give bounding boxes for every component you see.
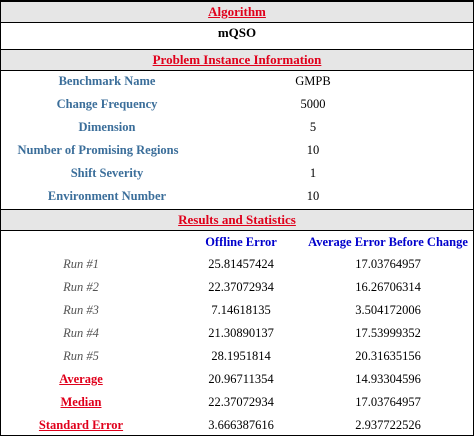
problem-value: 5 bbox=[309, 120, 317, 134]
stat-row-median bbox=[1, 395, 473, 417]
problem-row bbox=[1, 189, 473, 211]
problem-label: Shift Severity bbox=[70, 166, 144, 180]
offline-error-value: 21.30890137 bbox=[208, 326, 274, 340]
offline-error-value: 3.666387616 bbox=[208, 418, 274, 432]
problem-value: 10 bbox=[306, 143, 320, 157]
problem-value: 1 bbox=[309, 166, 317, 180]
avg-error-value: 16.26706314 bbox=[355, 280, 421, 294]
run-label: Run #5 bbox=[63, 349, 99, 363]
run-row bbox=[1, 257, 473, 279]
run-row bbox=[1, 280, 473, 302]
problem-row bbox=[1, 74, 473, 96]
offline-error-value: 7.14618135 bbox=[211, 303, 271, 317]
problem-header-label: Problem Instance Information bbox=[152, 52, 322, 67]
run-label: Run #3 bbox=[63, 303, 99, 317]
results-header-label: Results and Statistics bbox=[178, 212, 296, 227]
problem-value: GMPB bbox=[295, 74, 331, 88]
offline-error-value: 20.96711354 bbox=[208, 372, 274, 386]
problem-value: 5000 bbox=[300, 97, 326, 111]
problem-label: Change Frequency bbox=[56, 97, 158, 111]
algorithm-header bbox=[1, 1, 473, 23]
run-label: Run #1 bbox=[63, 257, 99, 271]
avg-error-value: 14.93304596 bbox=[355, 372, 421, 386]
run-label: Run #4 bbox=[63, 326, 99, 340]
problem-label: Environment Number bbox=[47, 189, 167, 203]
problem-row bbox=[1, 143, 473, 165]
median-label: Median bbox=[60, 395, 102, 409]
standard-error-label: Standard Error bbox=[38, 418, 124, 432]
offline-error-value: 22.37072934 bbox=[208, 395, 274, 409]
results-column-headers bbox=[1, 235, 473, 257]
avg-error-value: 17.03764957 bbox=[355, 395, 421, 409]
problem-label: Dimension bbox=[78, 120, 136, 134]
offline-error-value: 28.1951814 bbox=[211, 349, 271, 363]
offline-error-header: Offline Error bbox=[205, 235, 277, 249]
run-row bbox=[1, 349, 473, 371]
avg-error-value: 17.03764957 bbox=[355, 257, 421, 271]
average-label: Average bbox=[59, 372, 103, 386]
algorithm-name: mQSO bbox=[217, 25, 257, 40]
offline-error-value: 22.37072934 bbox=[208, 280, 274, 294]
problem-header bbox=[1, 49, 473, 71]
problem-label: Benchmark Name bbox=[58, 74, 156, 88]
problem-row bbox=[1, 97, 473, 119]
run-row bbox=[1, 303, 473, 325]
offline-error-value: 25.81457424 bbox=[208, 257, 274, 271]
problem-row bbox=[1, 120, 473, 142]
avg-error-value: 17.53999352 bbox=[355, 326, 421, 340]
avg-error-value: 3.504172006 bbox=[355, 303, 421, 317]
problem-label: Number of Promising Regions bbox=[17, 143, 179, 157]
avg-error-value: 20.31635156 bbox=[355, 349, 421, 363]
avg-error-header: Average Error Before Change bbox=[308, 235, 468, 249]
results-header bbox=[1, 209, 473, 231]
avg-error-value: 2.937722526 bbox=[355, 418, 421, 432]
run-row bbox=[1, 326, 473, 348]
problem-value: 10 bbox=[306, 189, 320, 203]
stat-row-average bbox=[1, 372, 473, 394]
algorithm-header-label: Algorithm bbox=[208, 4, 266, 19]
problem-row bbox=[1, 166, 473, 188]
stat-row-standard-error bbox=[1, 418, 473, 440]
run-label: Run #2 bbox=[63, 280, 99, 294]
